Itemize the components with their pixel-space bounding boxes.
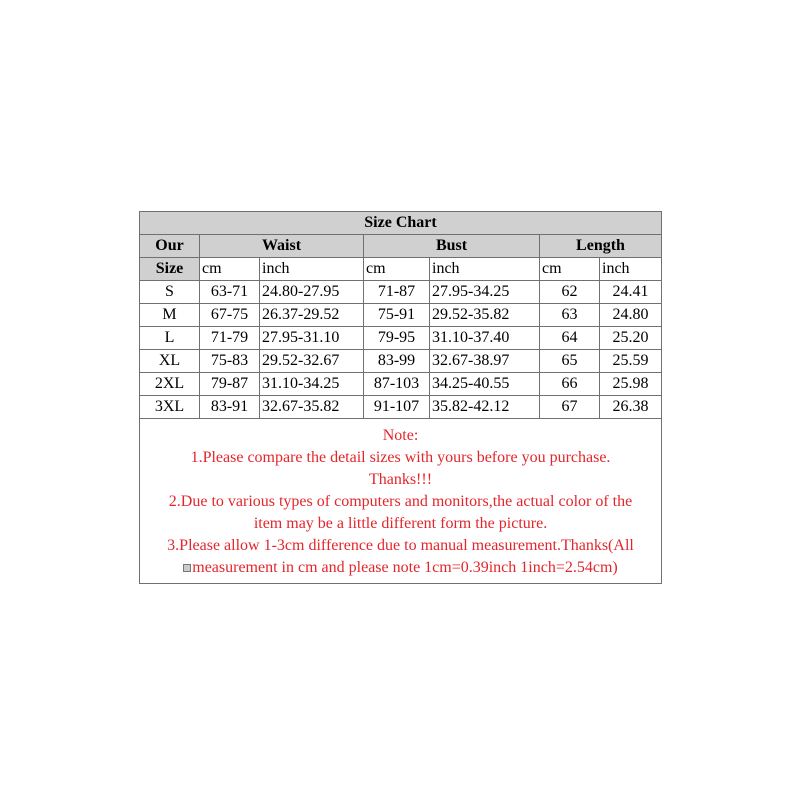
notes (140, 419, 662, 584)
unit-bust-inch: inch (430, 258, 540, 281)
value-cell: 71-87 (364, 281, 430, 304)
value-cell: 25.98 (600, 373, 662, 396)
value-cell: 25.20 (600, 327, 662, 350)
unit-waist-cm: cm (200, 258, 260, 281)
note-line-4: item may be a little different form the picture. (253, 515, 548, 532)
value-cell: 75-83 (200, 350, 260, 373)
unit-length-cm: cm (540, 258, 600, 281)
unit-bust-cm: cm (364, 258, 430, 281)
value-cell: 63-71 (200, 281, 260, 304)
value-cell: 24.80-27.95 (260, 281, 364, 304)
note-line-2: Thanks!!! (368, 471, 433, 488)
value-cell: 31.10-37.40 (430, 327, 540, 350)
value-cell: 25.59 (600, 350, 662, 373)
bullet-icon (183, 564, 191, 572)
value-cell: 26.38 (600, 396, 662, 419)
size-cell: L (140, 327, 200, 350)
note-heading: Note: (382, 427, 419, 444)
note-line-6-wrap (140, 557, 661, 579)
value-cell: 31.10-34.25 (260, 373, 364, 396)
value-cell: 32.67-35.82 (260, 396, 364, 419)
value-cell: 27.95-31.10 (260, 327, 364, 350)
size-rows (140, 281, 662, 419)
value-cell: 24.80 (600, 304, 662, 327)
value-cell: 24.41 (600, 281, 662, 304)
unit-waist-inch: inch (260, 258, 364, 281)
value-cell: 32.67-38.97 (430, 350, 540, 373)
group-waist: Waist (200, 235, 364, 258)
value-cell: 34.25-40.55 (430, 373, 540, 396)
table-row (140, 396, 662, 419)
value-cell: 67 (540, 396, 600, 419)
value-cell: 26.37-29.52 (260, 304, 364, 327)
table-row (140, 304, 662, 327)
table-row (140, 327, 662, 350)
table-row (140, 350, 662, 373)
note-line-6: measurement in cm and please note 1cm=0.39inch 1inch=2.54cm) (192, 559, 618, 576)
value-cell: 64 (540, 327, 600, 350)
size-label-bottom: Size (140, 258, 200, 281)
size-chart-table (139, 211, 662, 584)
size-label-top: Our (140, 235, 200, 258)
size-chart (139, 211, 661, 584)
value-cell: 65 (540, 350, 600, 373)
note-line-5: 3.Please allow 1-3cm difference due to manual measurement.Thanks(All (167, 537, 634, 554)
value-cell: 66 (540, 373, 600, 396)
table-row (140, 281, 662, 304)
value-cell: 83-91 (200, 396, 260, 419)
size-cell: 2XL (140, 373, 200, 396)
value-cell: 35.82-42.12 (430, 396, 540, 419)
value-cell: 62 (540, 281, 600, 304)
group-length: Length (540, 235, 662, 258)
value-cell: 63 (540, 304, 600, 327)
value-cell: 91-107 (364, 396, 430, 419)
value-cell: 71-79 (200, 327, 260, 350)
table-row (140, 373, 662, 396)
size-cell: 3XL (140, 396, 200, 419)
value-cell: 83-99 (364, 350, 430, 373)
chart-title: Size Chart (140, 212, 662, 235)
size-cell: M (140, 304, 200, 327)
note-line-1: 1.Please compare the detail sizes with yours before you purchase. (190, 449, 611, 466)
value-cell: 29.52-32.67 (260, 350, 364, 373)
value-cell: 27.95-34.25 (430, 281, 540, 304)
value-cell: 67-75 (200, 304, 260, 327)
note-line-3: 2.Due to various types of computers and monitors,the actual color of the (168, 493, 633, 510)
size-cell: S (140, 281, 200, 304)
group-bust: Bust (364, 235, 540, 258)
unit-length-inch: inch (600, 258, 662, 281)
value-cell: 79-87 (200, 373, 260, 396)
value-cell: 79-95 (364, 327, 430, 350)
value-cell: 87-103 (364, 373, 430, 396)
size-cell: XL (140, 350, 200, 373)
value-cell: 29.52-35.82 (430, 304, 540, 327)
value-cell: 75-91 (364, 304, 430, 327)
